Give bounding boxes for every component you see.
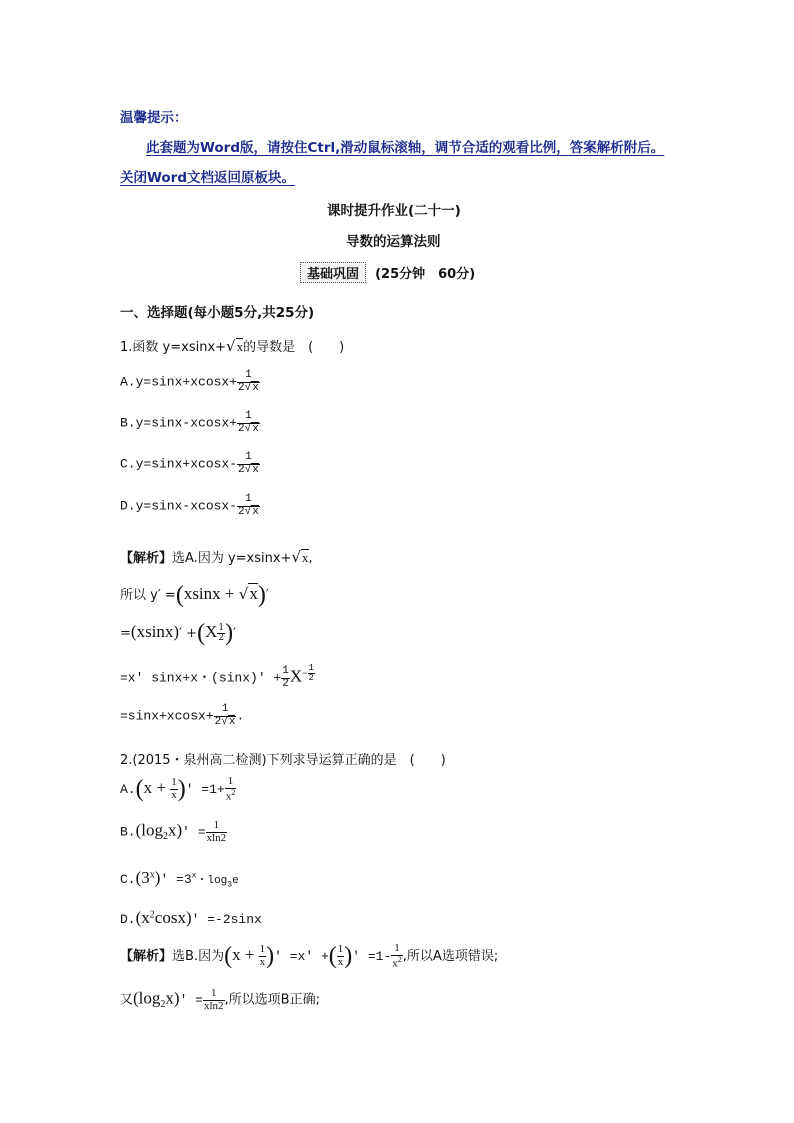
a2-line-1: 【解析】选B.因为(x + $\frac{1}{x}$ )′ =x′ +( $\frac{1}{x}$ )′ =1- $\frac{1}{x^2}$ ,所以A选项错误; xyxy=(120,942,499,970)
q2-option-a[interactable]: A.(x + $\frac{1}{x}$ )′ =1+ $\frac{1}{x^2}$ xyxy=(120,775,236,803)
q1-stem: 1.函数 y=xsinx+√x的导数是 ( ) xyxy=(120,337,345,355)
page-title: 课时提升作业(二十一) xyxy=(327,203,461,219)
q2-stem: 2.(2015・泉州高二检测)下列求导运算正确的是 ( ) xyxy=(120,753,446,768)
page-subtitle: 导数的运算法则 xyxy=(346,234,441,250)
q1-option-d[interactable]: D.y=sinx-xcosx- $\frac{1}{2√x}$ xyxy=(120,493,259,518)
a1-line-3: =(xsinx)′ +(X $\frac{1}{2}$ )′ xyxy=(120,620,237,646)
a1-line-4: =x′ sinx+x・(sinx)′ + $\frac{1}{2}$ $X^{- \frac{1}{2}}$ xyxy=(120,663,314,690)
a1-line-5: =sinx+xcosx+ $\frac{1}{2√x}$ . xyxy=(120,703,245,728)
a2-line-2: 又$(\log_2x)'$ = $\frac{1}{xln2}$ ,所以选项B正确; xyxy=(120,987,320,1012)
tip-line-2[interactable]: 关闭Word文档返回原板块。 xyxy=(120,170,296,186)
q2-option-d[interactable]: $D.(x^2\cos x)' =-2\sin x$ xyxy=(120,908,262,927)
tip-line-1[interactable]: 此套题为Word版，请按住Ctrl,滑动鼠标滚轴，调节合适的观看比例，答案解析附后。 xyxy=(146,140,665,156)
badge-basic: 基础巩固 xyxy=(300,262,366,283)
q1-option-a[interactable]: A.y=sinx+xcosx+ $\frac{1}{2√x}$ xyxy=(120,369,259,394)
q1-option-b[interactable]: B.y=sinx-xcosx+ $\frac{1}{2√x}$ xyxy=(120,410,259,435)
section-header xyxy=(300,262,475,283)
time-score: (25分钟 60分) xyxy=(375,267,476,282)
q2-option-c[interactable]: $C.(3^x)' =3^x$・$\log_3e$ xyxy=(120,868,239,890)
q1-option-c[interactable]: C.y=sinx+xcosx- $\frac{1}{2√x}$ xyxy=(120,451,259,476)
a1-line-2: 所以 y′ =(xsinx + √x)′ xyxy=(120,582,269,608)
tip-heading: 温馨提示： xyxy=(120,110,188,126)
part-1-title: 一、选择题(每小题5分,共25分) xyxy=(120,305,315,321)
q2-option-b[interactable]: $B.(\log_2x)'$ = $\frac{1}{xln2}$ xyxy=(120,819,227,844)
a1-line-1: 【解析】选A.因为 y=xsinx+√x, xyxy=(120,548,313,566)
